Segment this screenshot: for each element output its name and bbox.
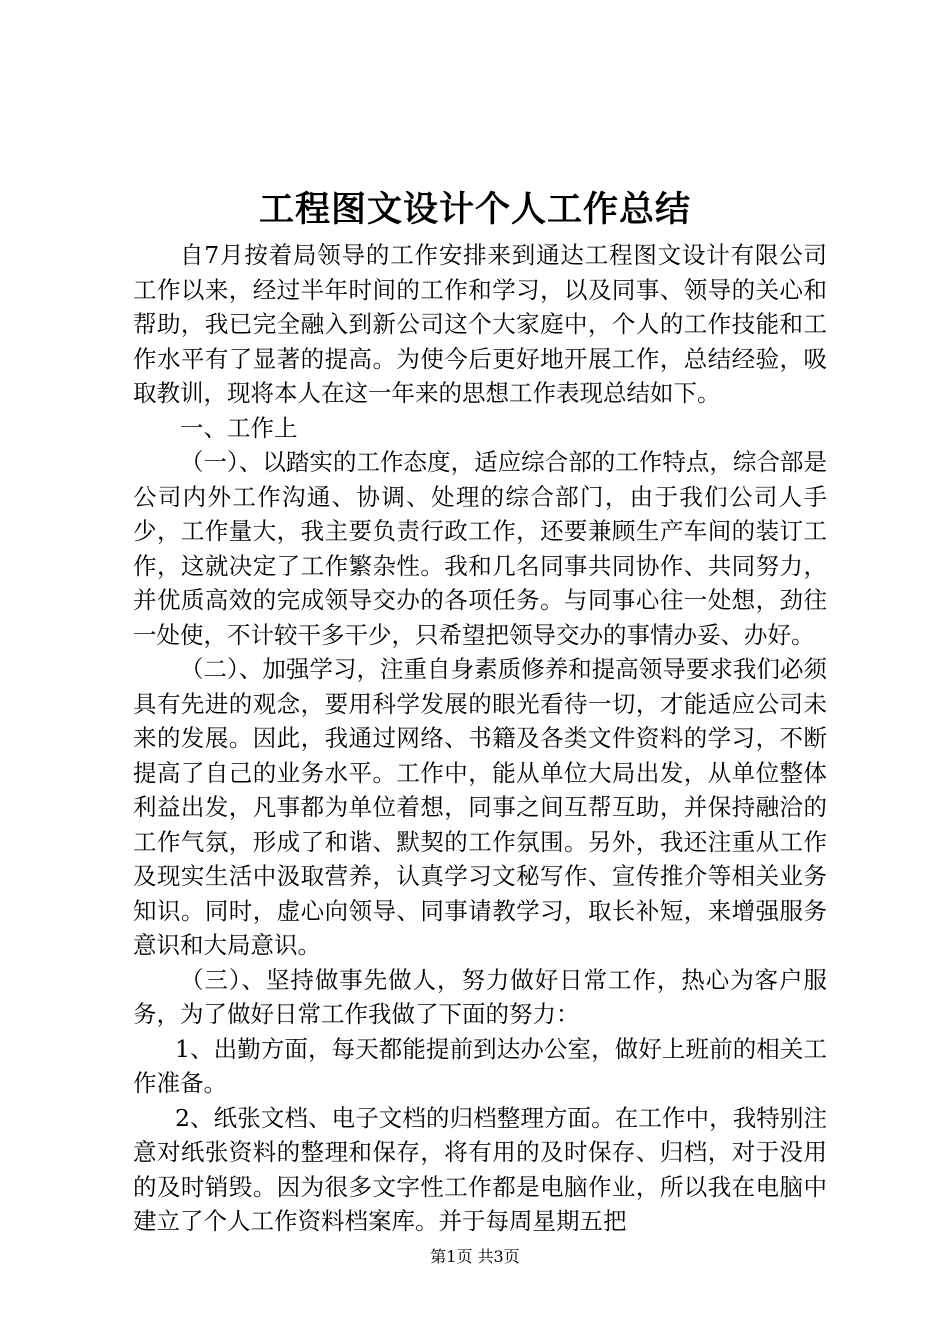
paragraph-section-1: （一）、以踏实的工作态度，适应综合部的工作特点，综合部是公司内外工作沟通、协调、处理的综合部门，由于我们公司人手少，工作量大，我主要负责行政工作，还要兼顾生产车间的装订工作，这就决定了工作繁杂性。我和几名同事共同协作、共同努力，并优质高效的完成领导交办的各项任务。与同事心往一处想，劲往一处使，不计较干多干少，只希望把领导交办的事情办妥、办好。 <box>133 448 827 649</box>
paragraph-intro: 自7月按着局领导的工作安排来到通达工程图文设计有限公司工作以来，经过半年时间的工作和学习，以及同事、领导的关心和帮助，我已完全融入到新公司这个大家庭中，个人的工作技能和工作水平有了显著的提高。为使今后更好地开展工作，总结经验，吸取教训，现将本人在这一年来的思想工作表现总结如下。 <box>133 241 827 407</box>
document-body <box>133 238 827 1239</box>
paragraph-item-1: 1、出勤方面，每天都能提前到达办公室，做好上班前的相关工作准备。 <box>133 1034 827 1097</box>
document-title: 工程图文设计个人工作总结 <box>258 189 691 230</box>
paragraph-item-2: 2、纸张文档、电子文档的归档整理方面。在工作中，我特别注意对纸张资料的整理和保存，将有用的及时保存、归档，对于没用的及时销毁。因为很多文字性工作都是电脑作业，所以我在电脑中建立了个人工作资料档案库。并于每周星期五把 <box>133 1103 827 1235</box>
paragraph-section-3: （三）、坚持做事先做人，努力做好日常工作，热心为客户服务，为了做好日常工作我做了下面的努力： <box>133 965 827 1028</box>
section-heading-work: 一、工作上 <box>180 413 298 442</box>
paragraph-section-2: （二）、加强学习，注重自身素质修养和提高领导要求我们必须具有先进的观念，要用科学发展的眼光看待一切，才能适应公司未来的发展。因此，我通过网络、书籍及各类文件资料的学习，不断提高了自己的业务水平。工作中，能从单位大局出发，从单位整体利益出发，凡事都为单位着想，同事之间互帮互助，并保持融洽的工作气氛，形成了和谐、默契的工作氛围。另外，我还注重从工作及现实生活中汲取营养，认真学习文秘写作、宣传推介等相关业务知识。同时，虚心向领导、同事请教学习，取长补短，来增强服务意识和大局意识。 <box>133 655 827 959</box>
page-footer: 第1页 共3页 <box>430 1247 520 1266</box>
